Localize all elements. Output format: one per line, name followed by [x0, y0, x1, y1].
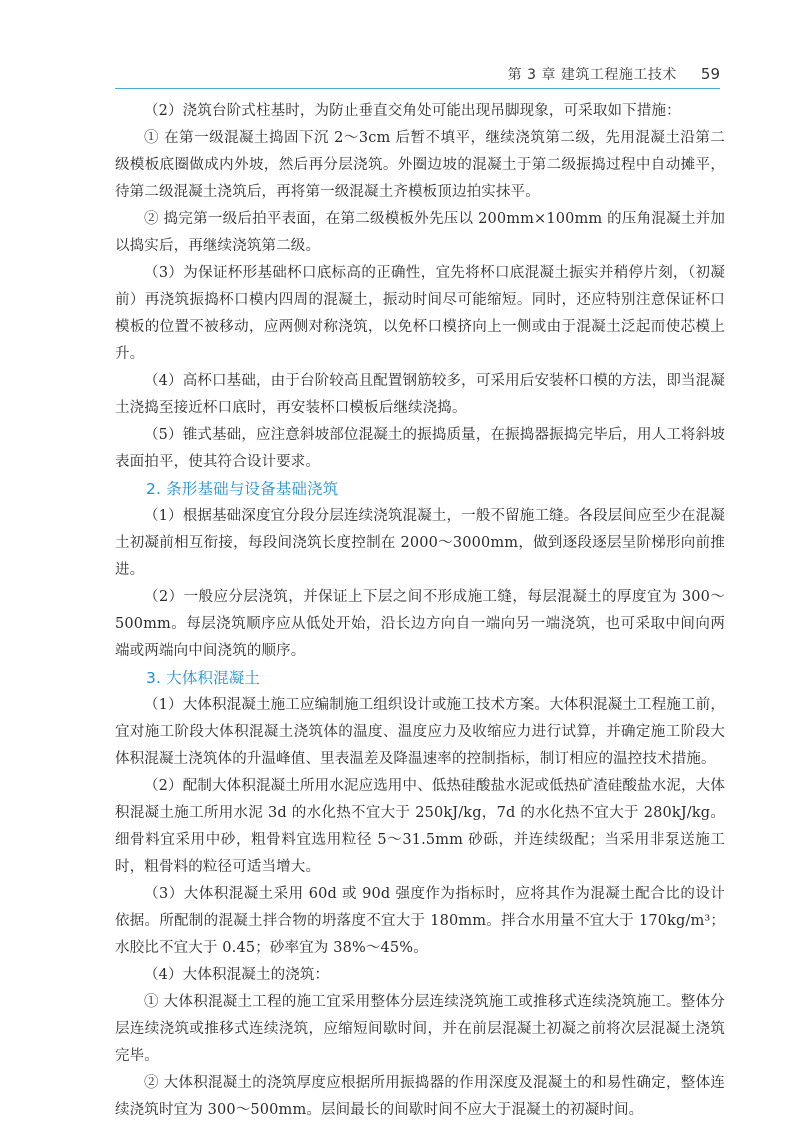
paragraph: （4）大体积混凝土的浇筑：: [144, 967, 330, 983]
section-heading: 3. 大体积混凝土: [146, 669, 261, 687]
paragraph: （5）锥式基础，应注意斜坡部位混凝土的振捣质量，在振捣器振捣完毕后，用人工将斜坡表面拍平，使其符合设计要求。: [115, 427, 725, 470]
page-number: 59: [700, 65, 720, 83]
paragraph: （1）大体积混凝土施工应编制施工组织设计或施工技术方案。大体积混凝土工程施工前，宜对施工阶段大体积混凝土浇筑体的温度、温度应力及收缩应力进行试算，并确定施工阶段大体积混凝土浇筑体的升温峰值、里表温差及降温速率的控制指标，制订相应的温控技术措施。: [115, 697, 725, 767]
chapter-title: 第 3 章 建筑工程施工技术: [507, 67, 677, 83]
paragraph: （2）配制大体积混凝土所用水泥应选用中、低热硅酸盐水泥或低热矿渣硅酸盐水泥，大体积混凝土施工所用水泥 3d 的水化热不宜大于 250kJ/kg，7d 的水化热不宜大于 280kJ/kg。细骨料宜采用中砂，粗骨料宜选用粒径 5～31.5mm 砂砾，并连续级配；当采用非泵送施工时，粗骨料的粒径可适当增大。: [115, 778, 725, 875]
paragraph: （3）大体积混凝土采用 60d 或 90d 强度作为指标时，应将其作为混凝土配合比的设计依据。所配制的混凝土拌合物的坍落度不宜大于 180mm。拌合水用量不宜大于 170kg/m³；水胶比不宜大于 0.45；砂率宜为 38%～45%。: [115, 886, 725, 956]
paragraph: ① 大体积混凝土工程的施工宜采用整体分层连续浇筑施工或推移式连续浇筑施工。整体分层连续浇筑或推移式连续浇筑，应缩短间歇时间，并在前层混凝土初凝之前将次层混凝土浇筑完毕。: [115, 994, 725, 1064]
section-heading: 2. 条形基础与设备基础浇筑: [146, 480, 339, 498]
paragraph: ① 在第一级混凝土捣固下沉 2～3cm 后暂不填平，继续浇筑第二级，先用混凝土沿第二级模板底圈做成内外坡，然后再分层浇筑。外圈边坡的混凝土于第二级振捣过程中自动摊平，待第二级混凝土浇筑后，再将第一级混凝土齐模板顶边拍实抹平。: [115, 130, 725, 200]
running-header: [115, 60, 720, 89]
paragraph: ② 捣完第一级后拍平表面，在第二级模板外先压以 200mm×100mm 的压角混凝土并加以捣实后，再继续浇筑第二级。: [115, 211, 725, 254]
body-text: [115, 98, 725, 1124]
paragraph: （2）一般应分层浇筑，并保证上下层之间不形成施工缝，每层混凝土的厚度宜为 300～500mm。每层浇筑顺序应从低处开始，沿长边方向自一端向另一端浇筑，也可采取中间向两端或两端向中间浇筑的顺序。: [115, 589, 725, 659]
paragraph: （4）高杯口基础，由于台阶较高且配置钢筋较多，可采用后安装杯口模的方法，即当混凝土浇捣至接近杯口底时，再安装杯口模板后继续浇捣。: [115, 373, 725, 416]
paragraph: ② 大体积混凝土的浇筑厚度应根据所用振捣器的作用深度及混凝土的和易性确定，整体连续浇筑时宜为 300～500mm。层间最长的间歇时间不应大于混凝土的初凝时间。: [115, 1075, 725, 1118]
paragraph: （3）为保证杯形基础杯口底标高的正确性，宜先将杯口底混凝土振实并稍停片刻，（初凝前）再浇筑振捣杯口模内四周的混凝土，振动时间尽可能缩短。同时，还应特别注意保证杯口模板的位置不被移动，应两侧对称浇筑，以免杯口模挤向上一侧或由于混凝土泛起而使芯模上升。: [115, 265, 725, 362]
paragraph: （1）根据基础深度宜分段分层连续浇筑混凝土，一般不留施工缝。各段层间应至少在混凝土初凝前相互衔接，每段间浇筑长度控制在 2000～3000mm，做到逐段逐层呈阶梯形向前推进。: [115, 508, 725, 578]
paragraph: （2）浇筑台阶式柱基时，为防止垂直交角处可能出现吊脚现象，可采取如下措施：: [144, 103, 681, 119]
